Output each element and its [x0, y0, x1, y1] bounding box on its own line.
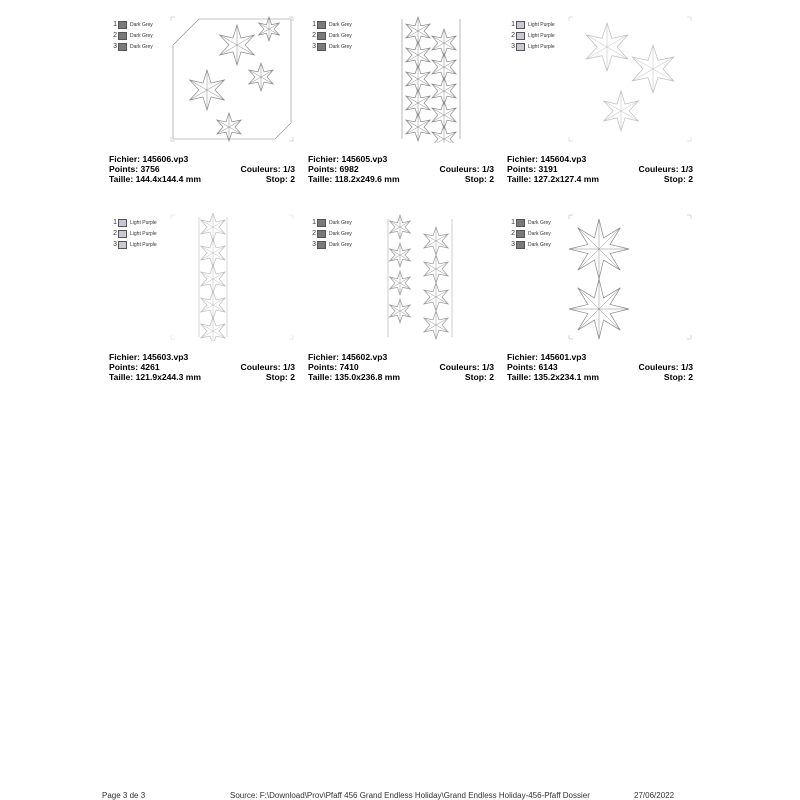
thread-index: 3 [312, 43, 316, 50]
design-card [308, 213, 498, 398]
thread-index: 2 [511, 32, 515, 39]
colors-value: 1/3 [482, 164, 494, 174]
thread-name: Dark Grey [528, 241, 551, 248]
size-value: 135.0x236.8 mm [334, 372, 401, 382]
star-spoke [607, 35, 628, 47]
color-swatch [317, 219, 326, 227]
colors-value: 1/3 [681, 362, 693, 372]
file-label: Fichier: [308, 154, 340, 164]
design-card [109, 213, 299, 398]
star-spoke [653, 57, 674, 69]
thread-color-list [310, 217, 352, 250]
file-label: Fichier: [109, 352, 141, 362]
star-spoke [220, 45, 237, 55]
file-label: Fichier: [507, 154, 539, 164]
thread-color-item [310, 228, 352, 239]
points-value: 7410 [339, 362, 359, 372]
thread-name: Dark Grey [130, 43, 153, 50]
design-card [507, 213, 697, 398]
thread-name: Dark Grey [329, 230, 352, 237]
design-preview [368, 213, 494, 341]
color-swatch [118, 43, 127, 51]
size-label: Taille: [507, 174, 532, 184]
size-value: 127.2x127.4 mm [533, 174, 600, 184]
file-name: 145602.vp3 [341, 352, 388, 362]
design-info [109, 352, 295, 382]
size-label: Taille: [308, 174, 333, 184]
stop-label: Stop: [265, 372, 288, 382]
color-swatch [118, 230, 127, 238]
design-card [507, 15, 697, 200]
star-spoke [220, 35, 237, 45]
design-preview [169, 213, 295, 341]
star-spoke [653, 69, 674, 81]
thread-color-list [509, 217, 551, 250]
stop-value: 2 [688, 174, 693, 184]
thread-name: Light Purple [528, 21, 555, 28]
thread-name: Light Purple [130, 241, 157, 248]
file-label: Fichier: [308, 352, 340, 362]
file-name: 145603.vp3 [142, 352, 189, 362]
design-card [308, 15, 498, 200]
thread-color-item [310, 41, 352, 52]
star-spoke [207, 90, 224, 100]
thread-index: 2 [312, 230, 316, 237]
color-swatch [317, 21, 326, 29]
thread-index: 3 [113, 241, 117, 248]
thread-color-list [509, 19, 555, 52]
file-name: 145601.vp3 [540, 352, 587, 362]
thread-color-item [310, 30, 352, 41]
design-info [308, 154, 494, 184]
thread-name: Dark Grey [329, 21, 352, 28]
thread-index: 3 [511, 43, 515, 50]
thread-name: Dark Grey [329, 219, 352, 226]
design-preview [368, 15, 494, 143]
color-swatch [516, 219, 525, 227]
colors-value: 1/3 [482, 362, 494, 372]
star-spoke [632, 69, 653, 81]
thread-color-item [509, 217, 551, 228]
star-spoke [632, 57, 653, 69]
color-swatch [317, 43, 326, 51]
thread-index: 1 [511, 219, 515, 226]
points-value: 4261 [140, 362, 160, 372]
thread-color-item [310, 239, 352, 250]
colors-value: 1/3 [283, 362, 295, 372]
size-label: Taille: [109, 174, 134, 184]
thread-color-item [111, 228, 157, 239]
thread-name: Light Purple [528, 43, 555, 50]
design-info [507, 352, 693, 382]
print-date: 27/06/2022 [634, 791, 675, 800]
thread-color-item [111, 30, 153, 41]
thread-color-item [509, 41, 555, 52]
colors-value: 1/3 [681, 164, 693, 174]
thread-index: 3 [113, 43, 117, 50]
thread-index: 1 [312, 219, 316, 226]
points-label: Points: [109, 164, 139, 174]
outline-stroke [275, 123, 291, 139]
star-spoke [190, 90, 207, 100]
design-card [109, 15, 299, 200]
star-spoke [237, 35, 254, 45]
star-spoke [604, 111, 621, 121]
size-label: Taille: [308, 372, 333, 382]
star-spoke [607, 47, 628, 59]
file-label: Fichier: [109, 154, 141, 164]
colors-label: Couleurs: [638, 362, 679, 372]
outline-stroke [173, 19, 199, 45]
points-value: 6143 [538, 362, 558, 372]
points-label: Points: [507, 164, 537, 174]
star-spoke [586, 47, 607, 59]
thread-color-list [111, 217, 157, 250]
color-swatch [317, 241, 326, 249]
source-path: Source: F:\Download\Prov\Pfaff 456 Grand Endless Holiday\Grand Endless Holiday-456-Pfaff Dossier [230, 791, 590, 800]
thread-color-list [111, 19, 153, 52]
colors-label: Couleurs: [638, 164, 679, 174]
color-swatch [516, 21, 525, 29]
colors-label: Couleurs: [240, 362, 281, 372]
color-swatch [118, 219, 127, 227]
stop-value: 2 [489, 372, 494, 382]
thread-color-item [310, 19, 352, 30]
thread-name: Light Purple [528, 32, 555, 39]
stop-label: Stop: [663, 174, 686, 184]
thread-color-item [509, 239, 551, 250]
points-label: Points: [109, 362, 139, 372]
file-label: Fichier: [507, 352, 539, 362]
thread-index: 2 [113, 32, 117, 39]
color-swatch [516, 230, 525, 238]
file-name: 145606.vp3 [142, 154, 189, 164]
star-spoke [621, 111, 638, 121]
points-value: 3756 [140, 164, 160, 174]
stop-value: 2 [290, 174, 295, 184]
thread-name: Light Purple [130, 219, 157, 226]
thread-color-item [111, 19, 153, 30]
stop-value: 2 [290, 372, 295, 382]
thread-index: 3 [312, 241, 316, 248]
page-number: Page 3 de 3 [102, 791, 146, 800]
thread-index: 2 [312, 32, 316, 39]
stop-label: Stop: [265, 174, 288, 184]
color-swatch [317, 32, 326, 40]
thread-index: 2 [511, 230, 515, 237]
colors-value: 1/3 [283, 164, 295, 174]
thread-index: 1 [511, 21, 515, 28]
star-spoke [621, 101, 638, 111]
thread-name: Dark Grey [528, 230, 551, 237]
thread-index: 3 [511, 241, 515, 248]
thread-color-item [509, 19, 555, 30]
size-label: Taille: [507, 372, 532, 382]
points-value: 6982 [339, 164, 359, 174]
colors-label: Couleurs: [240, 164, 281, 174]
size-value: 144.4x144.4 mm [135, 174, 202, 184]
star-spoke [604, 101, 621, 111]
stop-label: Stop: [663, 372, 686, 382]
thread-name: Dark Grey [130, 21, 153, 28]
design-info [109, 154, 295, 184]
color-swatch [516, 32, 525, 40]
points-label: Points: [507, 362, 537, 372]
thread-color-list [310, 19, 352, 52]
design-preview [169, 15, 295, 143]
file-name: 145604.vp3 [540, 154, 587, 164]
thread-index: 2 [113, 230, 117, 237]
stop-value: 2 [688, 372, 693, 382]
thread-name: Light Purple [130, 230, 157, 237]
color-swatch [118, 21, 127, 29]
stop-label: Stop: [464, 174, 487, 184]
thread-name: Dark Grey [329, 32, 352, 39]
stop-label: Stop: [464, 372, 487, 382]
design-info [507, 154, 693, 184]
thread-name: Dark Grey [528, 219, 551, 226]
thread-index: 1 [113, 21, 117, 28]
colors-label: Couleurs: [439, 362, 480, 372]
color-swatch [118, 32, 127, 40]
thread-index: 1 [312, 21, 316, 28]
points-label: Points: [308, 164, 338, 174]
size-value: 135.2x234.1 mm [533, 372, 600, 382]
file-name: 145605.vp3 [341, 154, 388, 164]
thread-color-item [509, 30, 555, 41]
thread-name: Dark Grey [130, 32, 153, 39]
thread-color-item [509, 228, 551, 239]
size-value: 118.2x249.6 mm [334, 174, 400, 184]
star-spoke [207, 80, 224, 90]
thread-color-item [111, 41, 153, 52]
star-spoke [237, 45, 254, 55]
thread-color-item [111, 217, 157, 228]
color-swatch [118, 241, 127, 249]
thread-name: Dark Grey [329, 241, 352, 248]
design-preview [567, 213, 693, 341]
thread-name: Dark Grey [329, 43, 352, 50]
stop-value: 2 [489, 174, 494, 184]
size-label: Taille: [109, 372, 134, 382]
points-value: 3191 [538, 164, 558, 174]
colors-label: Couleurs: [439, 164, 480, 174]
color-swatch [516, 241, 525, 249]
star-spoke [190, 80, 207, 90]
design-info [308, 352, 494, 382]
thread-color-item [111, 239, 157, 250]
points-label: Points: [308, 362, 338, 372]
color-swatch [317, 230, 326, 238]
thread-index: 1 [113, 219, 117, 226]
design-preview [567, 15, 693, 143]
color-swatch [516, 43, 525, 51]
thread-color-item [310, 217, 352, 228]
size-value: 121.9x244.3 mm [135, 372, 202, 382]
star-spoke [586, 35, 607, 47]
